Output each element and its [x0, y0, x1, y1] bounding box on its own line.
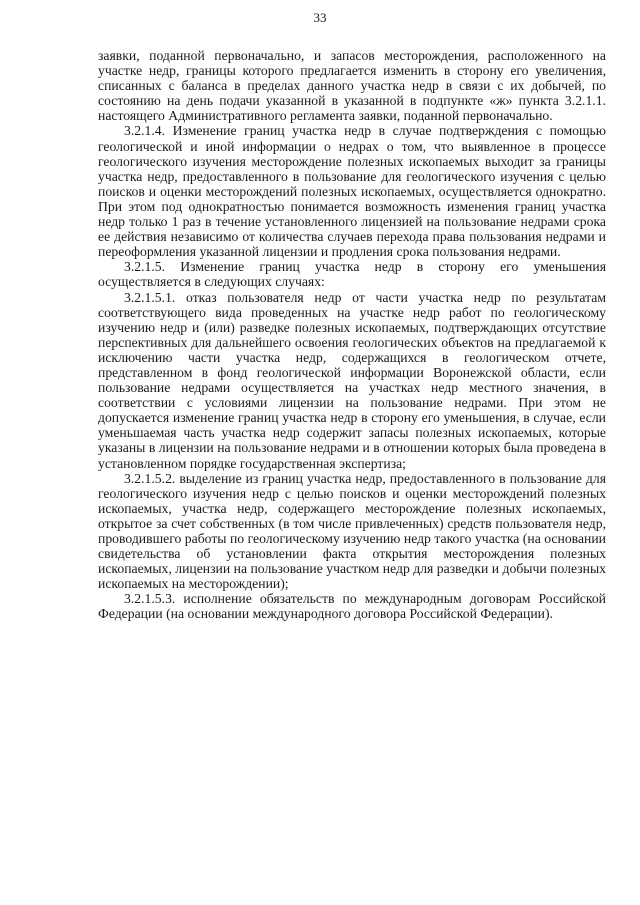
paragraph-3-2-1-4: 3.2.1.4. Изменение границ участка недр в случае подтверждения с помощью геологической и иной информации о недрах о том, что выявленное в процессе геологического изучения месторождение полезных ископаемых выходит за границы участка недр, предоставленного в пользование для геологического изучения с целью поисков и оценки месторождений полезных ископаемых, осуществляется однократно. При этом под однократностью понимается возможность изменения границ участка недр только 1 раз в течение установленного лицензией на пользование недрами срока ее действия независимо от количества случаев перехода права пользования недрами и переоформления указанной лицензии и продления срока пользования недрами. — [98, 123, 606, 260]
document-body — [98, 48, 606, 622]
paragraph-3-2-1-5-3: 3.2.1.5.3. исполнение обязательств по международным договорам Российской Федерации (на основании международного договора Российской Федерации). — [98, 591, 606, 622]
paragraph-continuation: заявки, поданной первоначально, и запасов месторождения, расположенного на участке недр, границы которого предлагается изменить в сторону его увеличения, списанных с баланса в пределах данного участка недр в связи с их добычей, по состоянию на день подачи указанной в указанной в подпункте «ж» пункта 3.2.1.1. настоящего Административного регламента заявки, поданной первоначально. — [98, 48, 606, 124]
paragraph-3-2-1-5-2: 3.2.1.5.2. выделение из границ участка недр, предоставленного в пользование для геологического изучения недр с целью поисков и оценки месторождений полезных ископаемых, участка недр, содержащего месторождение полезных ископаемых, открытое за счет собственных (в том числе привлеченных) средств пользователя недр, проводившего работы по геологическому изучению недр такого участка (на основании свидетельства об установлении факта открытия месторождения полезных ископаемых, лицензии на пользование участком недр для разведки и добычи полезных ископаемых на месторождении); — [98, 470, 606, 592]
paragraph-3-2-1-5: 3.2.1.5. Изменение границ участка недр в сторону его уменьшения осуществляется в следующих случаях: — [98, 259, 606, 290]
paragraph-3-2-1-5-1: 3.2.1.5.1. отказ пользователя недр от части участка недр по результатам соответствующего вида проведенных на участке недр работ по геологическому изучению недр и (или) разведке полезных ископаемых, подтверждающих отсутствие перспективных для дальнейшего освоения геологических объектов на предлагаемой к исключению части участка недр, содержащихся в геологическом отчете, представленном в фонд геологической информации Воронежской области, если пользование недрами осуществляется на участках недр местного значения, в соответствии с условиями лицензии на пользование недрами. При этом не допускается изменение границ участка недр в сторону его уменьшения, в случае, если уменьшаемая часть участка недр содержит запасы полезных ископаемых, которые указаны в лицензии на пользование недрами и в отношении которых была проведена в установленном порядке государственная экспертиза; — [98, 289, 606, 471]
page-number: 33 — [313, 10, 327, 25]
